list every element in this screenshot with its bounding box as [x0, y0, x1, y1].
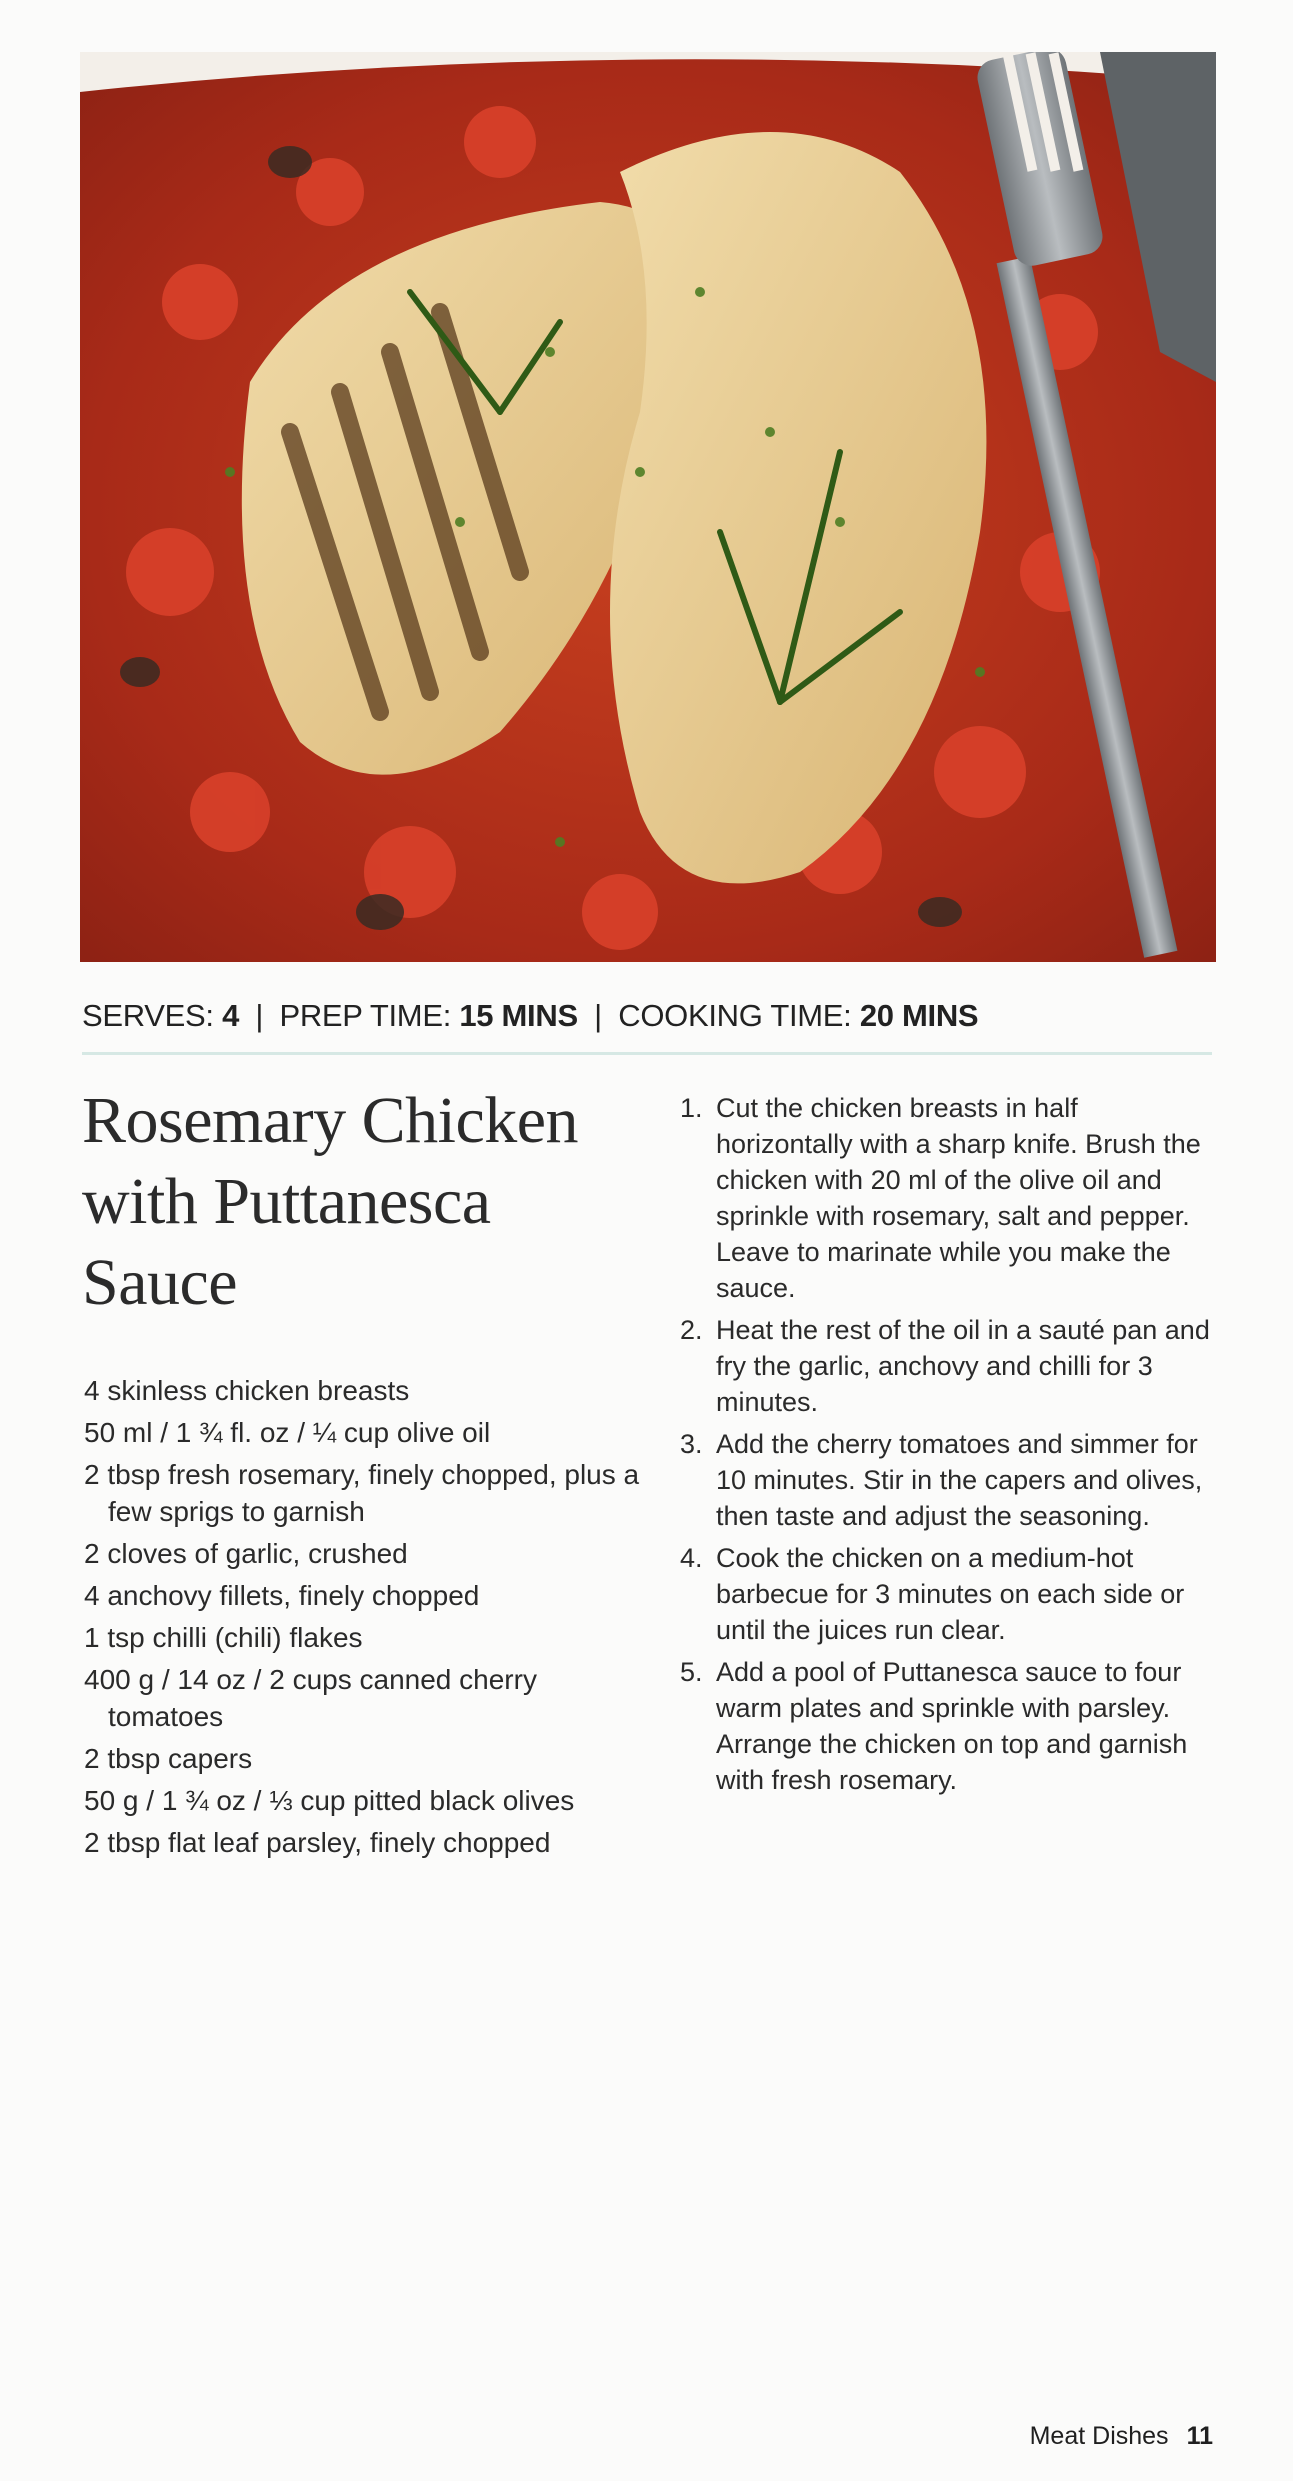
ingredient-item: 2 cloves of garlic, crushed [84, 1538, 408, 1569]
prep-time-label: PREP TIME: [279, 998, 452, 1033]
ingredient-item: 2 tbsp flat leaf parsley, finely chopped [84, 1827, 551, 1858]
method-step [680, 1312, 1210, 1420]
ingredient-list [84, 1372, 644, 1866]
cooking-time-label: COOKING TIME: [618, 998, 852, 1033]
ingredient-item: 50 g / 1 ¾ oz / ⅓ cup pitted black olives [84, 1785, 575, 1816]
recipe-meta [82, 998, 1212, 1034]
ingredient-item: 4 anchovy fillets, finely chopped [84, 1580, 480, 1611]
meta-divider [82, 1052, 1212, 1055]
cooking-time-value: 20 MINS [859, 998, 979, 1033]
meta-separator: | [594, 998, 602, 1033]
meta-separator: | [255, 998, 264, 1033]
step-text: Add the cherry tomatoes and simmer for 10 minutes. Stir in the capers and olives, then taste and adjust the seasoning. [716, 1429, 1203, 1531]
method-step [680, 1090, 1210, 1306]
step-number: 5. [680, 1657, 703, 1687]
step-text: Heat the rest of the oil in a sauté pan and fry the garlic, anchovy and chilli for 3 minutes. [716, 1315, 1210, 1417]
ingredient-item: 4 skinless chicken breasts [84, 1375, 410, 1406]
ingredient-item: 1 tsp chilli (chili) flakes [84, 1622, 363, 1653]
serves-label: SERVES: [82, 998, 214, 1033]
recipe-photo [80, 52, 1216, 962]
chicken-dish-illustration [80, 52, 1216, 962]
ingredient-item: 50 ml / 1 ¾ fl. oz / ¼ cup olive oil [84, 1417, 491, 1448]
method-step [680, 1654, 1210, 1798]
page-footer [1030, 2422, 1213, 2451]
step-number: 4. [680, 1543, 703, 1573]
recipe-title: Rosemary Chicken with Puttanesca Sauce [82, 1084, 579, 1319]
section-name: Meat Dishes [1029, 2422, 1169, 2450]
ingredient-item: 2 tbsp fresh rosemary, finely chopped, plus a few sprigs to garnish [84, 1459, 640, 1527]
step-text: Cook the chicken on a medium-hot barbecue for 3 minutes on each side or until the juices run clear. [716, 1543, 1185, 1645]
prep-time-value: 15 MINS [459, 998, 578, 1033]
step-text: Add a pool of Puttanesca sauce to four warm plates and sprinkle with parsley. Arrange the chicken on top and garnish with fresh rosemary. [716, 1657, 1188, 1795]
step-text: Cut the chicken breasts in half horizontally with a sharp knife. Brush the chicken with 20 ml of the olive oil and sprinkle with rosemary, salt and pepper. Leave to marinate while you make the sauce. [716, 1093, 1201, 1303]
method-step [680, 1540, 1210, 1648]
step-number: 1. [680, 1093, 703, 1123]
serves-value: 4 [222, 998, 240, 1033]
step-number: 3. [680, 1429, 703, 1459]
ingredient-item: 2 tbsp capers [84, 1743, 253, 1774]
method-steps [680, 1090, 1210, 1804]
page-number: 11 [1186, 2422, 1213, 2450]
step-number: 2. [680, 1315, 703, 1345]
ingredient-item: 400 g / 14 oz / 2 cups canned cherry tomatoes [84, 1664, 537, 1732]
method-step [680, 1426, 1210, 1534]
